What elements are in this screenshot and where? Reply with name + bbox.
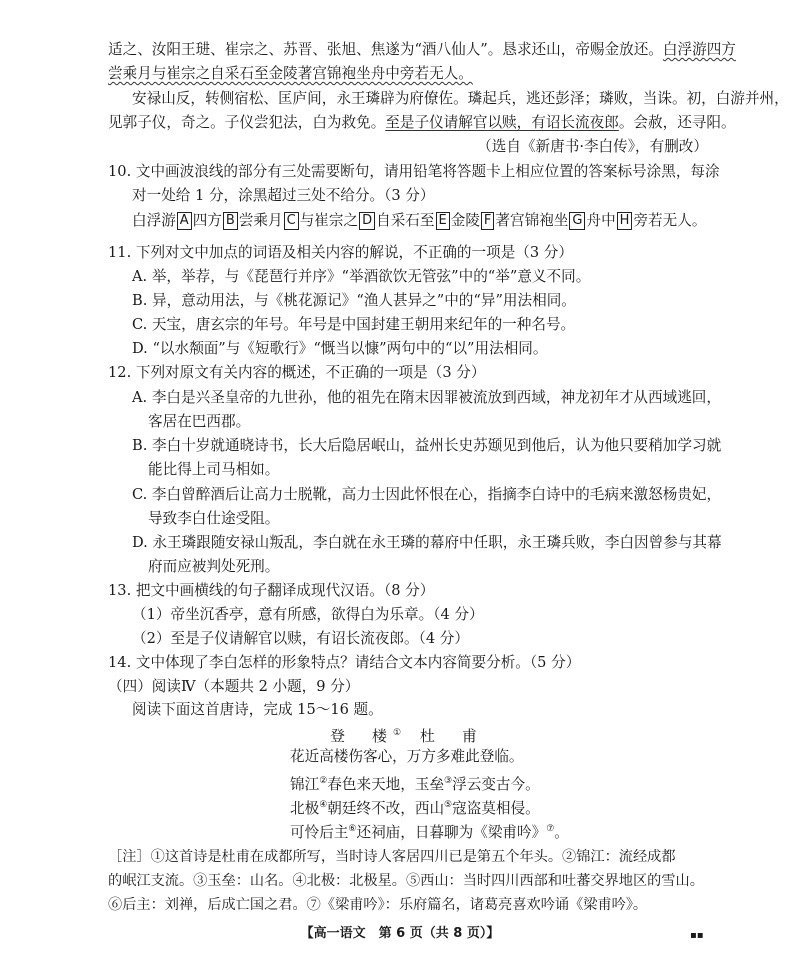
passage-line-4	[108, 113, 736, 133]
passage-line-1	[108, 40, 736, 60]
poem-text: 。	[554, 823, 569, 841]
poem-text: 朝廷终不改，西山	[327, 799, 445, 817]
q13-sentence-1: （1）帝坐沉香亭，意有所感，欲得白为乐章。（4 分）	[132, 606, 484, 623]
note-marker: ⑦	[546, 824, 555, 834]
segment: 著宫锦袍坐	[495, 212, 569, 229]
q10-segment-row	[132, 210, 708, 232]
q10-stem: 10. 文中画波浪线的部分有三处需要断句，请用铅笔将答题卡上相应位置的答案标号涂黑，每涂	[108, 163, 720, 180]
poem-line-1: 花近高楼伤客心，万方多难此登临。	[290, 748, 524, 765]
q12-option-c: C. 李白曾醉酒后让高力士脱靴，高力士因此怀恨在心，指摘李白诗中的毛病来激怒杨贵妃，	[132, 486, 722, 503]
q11-option-a: A. 举，举荐，与《琵琶行并序》“举酒欲饮无管弦”中的“举”意义不同。	[132, 268, 591, 285]
wavy-underlined-text: 白浮游四方	[662, 41, 736, 58]
break-label-g: G	[569, 212, 585, 230]
q13-sentence-2: （2）至是子仪请解官以赎，有诏长流夜郎。（4 分）	[132, 630, 469, 647]
poem-note-3: ⑥后主：刘禅，后成亡国之君。⑦《梁甫吟》：乐府篇名，诸葛亮喜欢吟诵《梁甫吟》。	[108, 897, 648, 913]
segment: 四方	[192, 212, 222, 229]
poem-text: 北极	[290, 799, 320, 817]
poem-title-text: 登 楼	[330, 727, 394, 745]
q11-stem: 11. 下列对文中加点的词语及相关内容的解说，不正确的一项是（3 分）	[108, 244, 573, 261]
q10-stem-cont: 对一处给 1 分，涂黑超过三处不给分。（3 分）	[132, 187, 435, 204]
poem-line-3	[290, 795, 540, 819]
q12-stem: 12. 下列对原文有关内容的概述，不正确的一项是（3 分）	[108, 364, 486, 381]
segment: 自采石至	[376, 212, 435, 229]
poem-text: 锦江	[290, 775, 320, 793]
q12-option-a: A. 李白是兴圣皇帝的九世孙，他的祖先在隋末因罪被流放到西域，神龙初年才从西域逃回，	[132, 389, 721, 406]
break-label-b: B	[223, 212, 238, 230]
q12-option-a-cont: 客居在巴西郡。	[148, 413, 251, 430]
poem-line-2	[290, 771, 540, 795]
section-heading: （四）阅读Ⅳ（本题共 2 小题，9 分）	[108, 678, 360, 695]
break-label-c: C	[284, 212, 299, 230]
break-label-f: F	[481, 212, 494, 230]
passage-text: 见郭子仪，奇之。子仪尝犯法，白为救免。	[108, 114, 386, 131]
break-label-d: D	[359, 212, 375, 230]
q12-option-d: D. 永王璘跟随安禄山叛乱，李白就在永王璘的幕府中任职，永王璘兵败，李白因曾参与其幕	[132, 534, 722, 551]
page-number-label: 【高一语文 第 6 页（共 8 页）】	[300, 926, 500, 941]
note-marker: ④	[319, 800, 328, 810]
q12-option-d-cont: 府而应被判处死刑。	[148, 558, 280, 575]
wavy-underlined-text: 尝乘月与崔宗之自采石至金陵著宫锦袍坐舟中旁若无人。	[108, 65, 473, 82]
note-marker: ③	[444, 776, 453, 786]
section-intro: 阅读下面这首唐诗，完成 15～16 题。	[132, 701, 383, 718]
note-marker: ⑤	[444, 800, 453, 810]
poem-author: 杜 甫	[419, 727, 483, 745]
segment: 尝乘月	[238, 212, 283, 229]
segment: 与崔宗之	[299, 212, 359, 229]
passage-line-3	[132, 89, 789, 109]
passage-line-2	[108, 64, 708, 84]
break-label-a: A	[177, 212, 192, 230]
poem-text: 可怜后主	[290, 823, 349, 841]
passage-text: 。会赦，还寻阳。	[618, 114, 736, 131]
note-marker: ⑥	[348, 824, 357, 834]
q13-stem: 13. 把文中画横线的句子翻译成现代汉语。（8 分）	[108, 582, 435, 599]
segment: 金陵	[450, 212, 480, 229]
break-label-h: H	[617, 212, 633, 230]
q12-option-c-cont: 导致李白仕途受阻。	[148, 510, 280, 527]
poem-note-1: ［注］①这首诗是杜甫在成都所写，当时诗人客居四川已是第五个年头。②锦江：流经成都	[108, 849, 676, 865]
segment: 旁若无人。	[633, 212, 707, 229]
poem-title	[330, 723, 483, 746]
break-label-e: E	[436, 212, 450, 230]
q11-option-b: B. 异，意动用法，与《桃花源记》“渔人甚异之”中的“异”用法相同。	[132, 292, 576, 309]
note-marker: ①	[393, 728, 402, 738]
corner-mark: ▪▪	[690, 930, 704, 941]
q11-option-c: C. 天宝，唐玄宗的年号。年号是中国封建王朝用来纪年的一种名号。	[132, 316, 576, 333]
passage-text: 适之、汝阳王琎、崔宗之、苏晋、张旭、焦遂为“酒八仙人”。恳求还山，帝赐金放还。	[108, 41, 663, 58]
q12-option-b: B. 李白十岁就通晓诗书，长大后隐居岷山，益州长史苏颋见到他后，认为他只要稍加学习就	[132, 437, 722, 454]
q11-option-d: D. “以水颒面”与《短歌行》“慨当以慷”两句中的“以”用法相同。	[132, 340, 548, 357]
poem-text: 寇盗莫相侵。	[452, 799, 540, 817]
poem-line-4	[290, 819, 569, 843]
q12-option-b-cont: 能比得上司马相如。	[148, 461, 280, 478]
note-marker: ②	[319, 776, 328, 786]
source-citation: （选自《新唐书·李白传》，有删改）	[477, 138, 708, 155]
poem-text: 还祠庙，日暮聊为《梁甫吟》	[356, 823, 547, 841]
poem-note-2: 的岷江支流。③玉垒：山名。④北极：北极星。⑤西山：当时四川西部和吐蕃交界地区的雪山。	[108, 873, 704, 889]
q14-stem: 14. 文中体现了李白怎样的形象特点？请结合文本内容简要分析。（5 分）	[108, 654, 581, 671]
segment: 舟中	[586, 212, 616, 229]
segment: 白浮游	[132, 212, 176, 229]
poem-text: 浮云变古今。	[452, 775, 540, 793]
passage-text: 安禄山反，转侧宿松、匡庐间，永王璘辟为府僚佐。璘起兵，逃还彭泽；璘败，当诛。初，白游并州，	[132, 90, 789, 107]
underlined-sentence: 至是子仪请解官以赎，有诏长流夜郎	[385, 114, 619, 131]
poem-text: 春色来天地，玉垒	[327, 775, 445, 793]
page-footer	[300, 925, 500, 943]
